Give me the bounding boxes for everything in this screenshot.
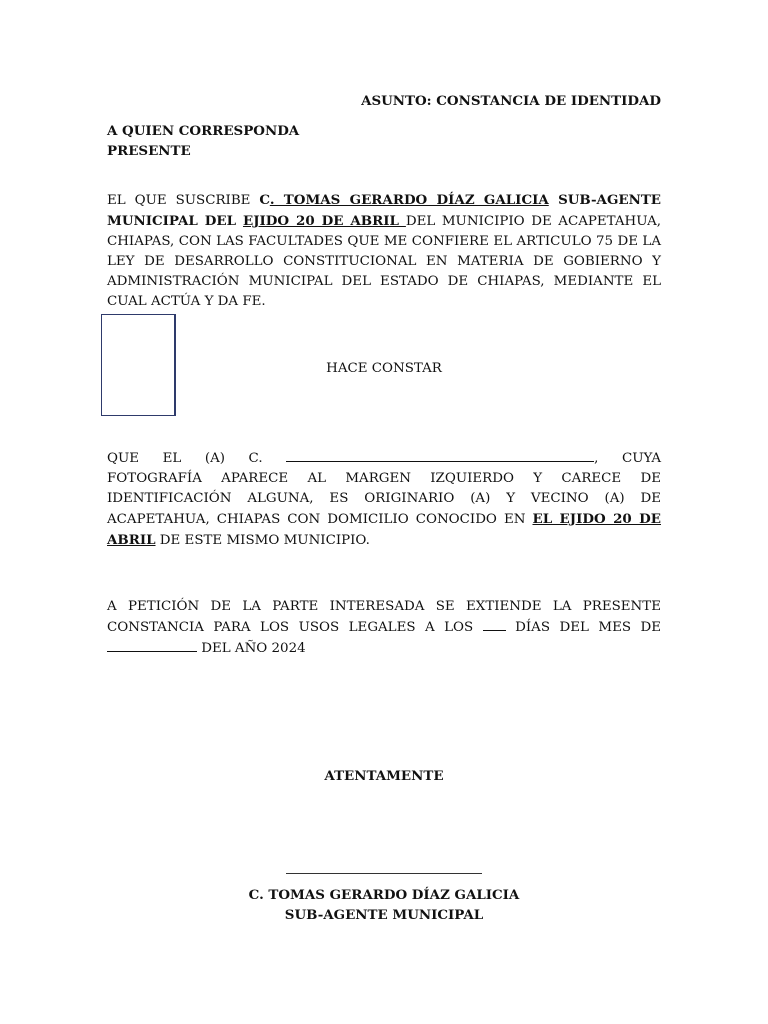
intro-text-rest: DEL MUNICIPIO DE ACAPETAHUA, CHIAPAS, CON LAS FACULTADES QUE ME CONFIERE EL ARTICULO 75 DE LA LEY DE DESARROLLO CONSTITUCIONAL EN MATERIA DE GOBIERNO Y ADMINISTRACIÓN MUNICIPAL DEL ESTADO DE CHIAPAS, MEDIANTE EL CUAL ACTÚA Y DA FE. bbox=[107, 214, 662, 309]
body-paragraph bbox=[107, 448, 661, 551]
addressee-line-1: A QUIEN CORRESPONDA bbox=[107, 123, 300, 139]
body-text-end: DE ESTE MISMO MUNICIPIO. bbox=[155, 533, 370, 548]
signer-name: . TOMAS GERARDO DÍAZ GALICIA bbox=[269, 192, 549, 208]
signer-name-prefix: C bbox=[259, 192, 270, 208]
ejido-name: EJIDO 20 DE ABRIL bbox=[242, 213, 406, 229]
closing-atentamente: ATENTAMENTE bbox=[324, 768, 444, 784]
signature-name: C. TOMAS GERARDO DÍAZ GALICIA bbox=[248, 887, 520, 903]
intro-text-start: EL QUE SUSCRIBE bbox=[107, 193, 260, 208]
intro-paragraph bbox=[107, 190, 661, 312]
body-ejido-name: EL EJIDO 20 DE ABRIL bbox=[107, 511, 661, 548]
signature-title: SUB-AGENTE MUNICIPAL bbox=[284, 907, 484, 923]
request-text-mid: DÍAS DEL MES DE bbox=[505, 620, 662, 635]
month-blank-field bbox=[107, 638, 197, 652]
signer-role: SUB-AGENTE MUNICIPAL DEL bbox=[107, 192, 662, 229]
addressee-line-2: PRESENTE bbox=[107, 143, 191, 159]
name-blank-field bbox=[286, 448, 594, 462]
signature-line bbox=[286, 873, 482, 874]
body-text-middle: , CUYA FOTOGRAFÍA APARECE AL MARGEN IZQUIERDO Y CARECE DE IDENTIFICACIÓN ALGUNA, ES ORIGINARIO (A) Y VECINO (A) DE ACAPETAHUA, CHIAPAS CON DOMICILIO CONOCIDO EN bbox=[107, 451, 662, 527]
request-paragraph bbox=[107, 597, 661, 659]
body-text-start: QUE EL (A) C. bbox=[107, 451, 287, 466]
subject-line: ASUNTO: CONSTANCIA DE IDENTIDAD bbox=[361, 93, 661, 109]
request-text-start: A PETICIÓN DE LA PARTE INTERESADA SE EXTIENDE LA PRESENTE CONSTANCIA PARA LOS USOS LEGALES A LOS bbox=[107, 599, 661, 635]
request-text-end: DEL AÑO 2024 bbox=[197, 641, 306, 656]
hace-constar-heading: HACE CONSTAR bbox=[326, 361, 442, 376]
days-blank-field bbox=[483, 617, 506, 631]
